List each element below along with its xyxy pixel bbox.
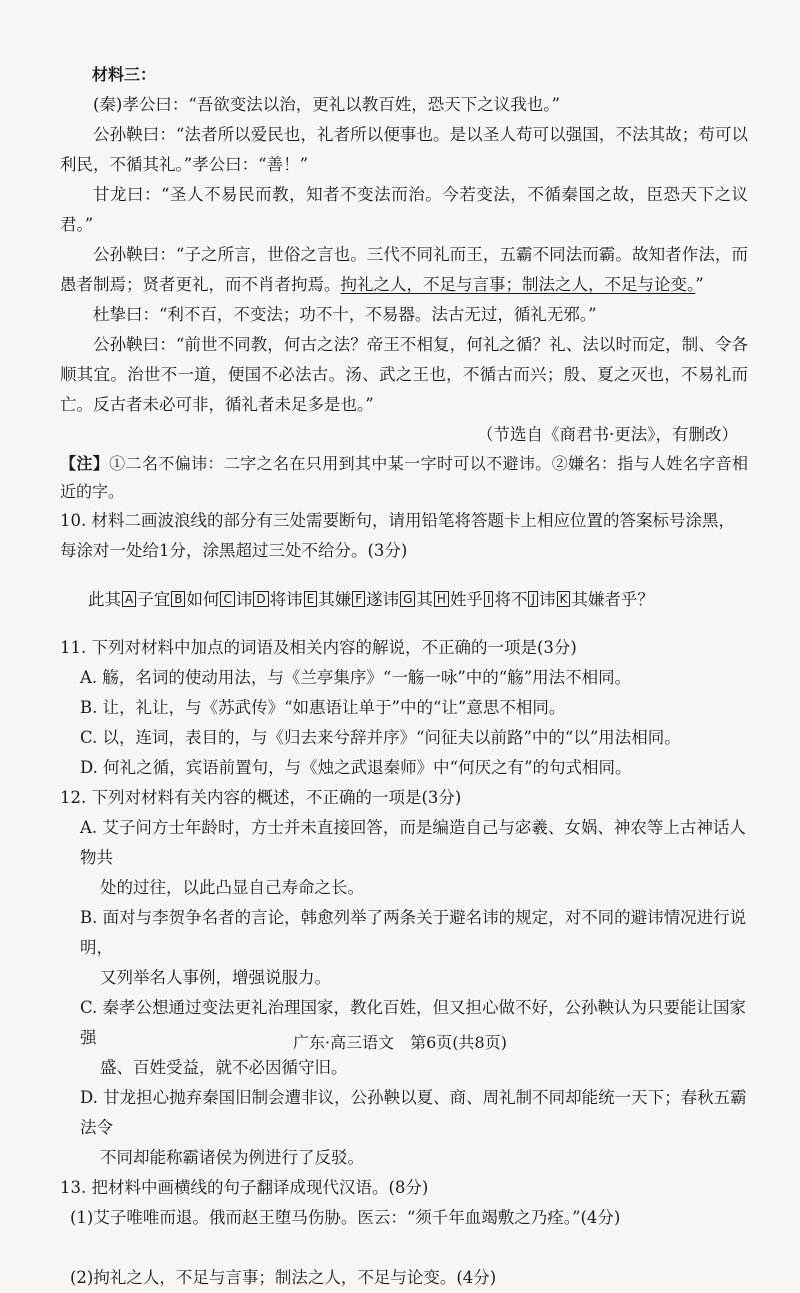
q10-seg: 此其 [88, 589, 121, 609]
q10-seg: 如何 [186, 589, 220, 609]
q10-stem: 10. 材料二画波浪线的部分有三处需要断句，请用铅笔将答题卡上相应位置的答案标号涂黑，每涂对一处给1分，涂黑超过三处不给分。(3分) [60, 511, 735, 560]
answer-space [60, 1233, 748, 1263]
material-line-4 [60, 240, 748, 300]
q12-option-a-line2: 处的过往，以此凸显自己寿命之长。 [100, 878, 364, 897]
q10-mark-i[interactable]: I [484, 591, 494, 607]
q13-item-1: (1)艾子唯唯而退。俄而赵王堕马伤胁。医云：“须千年血竭敷之乃痊。”(4分) [70, 1208, 621, 1227]
q10-seg: 其嫌 [318, 589, 352, 609]
q10-seg: 讳 [539, 589, 556, 609]
q10-seg: 姓乎 [449, 589, 483, 609]
q10-seg: 讳 [235, 589, 253, 609]
material-line-2: 公孙鞅曰：“法者所以爱民也，礼者所以便事也。是以圣人苟可以强国，不法其故；苟可以利民，不循其礼。”孝公曰：“善！” [60, 125, 748, 174]
q10-mark-a[interactable]: A [122, 591, 136, 607]
q12-option-b-line2: 又列举名人事例，增强说服力。 [100, 968, 331, 987]
q11-stem: 11. 下列对材料中加点的词语及相关内容的解说，不正确的一项是(3分) [60, 638, 577, 657]
q13-item-2: (2)拘礼之人，不足与言事；制法之人，不足与论变。(4分) [70, 1268, 497, 1287]
q11-option-a[interactable]: A. 觞，名词的使动用法，与《兰亭集序》“一觞一咏”中的“觞”用法不相同。 [80, 668, 632, 687]
annotation [60, 450, 748, 506]
source-citation: （节选自《商君书·更法》，有删改） [477, 425, 738, 444]
q12-option-c-line2: 盛、百姓受益，就不必因循守旧。 [100, 1058, 348, 1077]
q10-mark-f[interactable]: F [352, 591, 365, 607]
q10-mark-j[interactable]: J [528, 591, 538, 607]
q11-option-c[interactable]: C. 以，连词，表目的，与《归去来兮辞并序》“问征夫以前路”中的“以”用法相同。 [80, 728, 681, 747]
q10-seg: 遂讳 [366, 589, 400, 609]
q11-option-b[interactable]: B. 让，礼让，与《苏武传》“如惠语让单于”中的“让”意思不相同。 [80, 698, 566, 717]
q10-seg: 其 [416, 589, 433, 609]
q10-mark-h[interactable]: H [434, 591, 449, 607]
q11-option-d[interactable]: D. 何礼之循，宾语前置句，与《烛之武退秦师》中“何厌之有”的句式相同。 [80, 758, 632, 777]
q10-mark-g[interactable]: G [400, 591, 415, 607]
q10-mark-k[interactable]: K [557, 591, 571, 607]
q10-mark-c[interactable]: C [220, 591, 234, 607]
q10-sentence [60, 583, 748, 617]
q12-option-b-line1: B. 面对与李贺争名者的言论，韩愈列举了两条关于避名讳的规定，对不同的避讳情况进行说明， [80, 908, 747, 957]
material-line-1: (秦)孝公曰：“吾欲变法以治，更礼以教百姓，恐天下之议我也。” [93, 95, 560, 114]
note-text: ①二名不偏讳：二字之名在只用到其中某一字时可以不避讳。②嫌名：指与人姓名字音相近的字。 [60, 454, 748, 501]
page-footer: 广东·高三语文 第6页(共8页) [293, 1033, 507, 1052]
note-label: 【注】 [60, 454, 110, 473]
material-line-6: 公孙鞅曰：“前世不同教，何古之法？帝王不相复，何礼之循？礼、法以时而定，制、令各顺其宜。治世不一道，便国不必法古。汤、武之王也，不循古而兴；殷、夏之灭也，不易礼而亡。反古者未必可非，循礼者未足多是也。” [60, 335, 748, 414]
q10-seg: 其嫌者乎？ [571, 589, 654, 609]
material-line-4-before: 公孙鞅曰：“子之所言，世俗之言也。三代不同礼而王，五霸不同法而霸。故知者作法，而愚者制焉；贤者更礼，而不肖者拘焉。 [60, 245, 748, 294]
q13-stem: 13. 把材料中画横线的句子翻译成现代汉语。(8分) [60, 1178, 429, 1197]
q12-option-a[interactable] [60, 813, 748, 903]
q12-option-d[interactable] [60, 1083, 748, 1173]
q12-option-d-line2: 不同却能称霸诸侯为例进行了反驳。 [100, 1148, 364, 1167]
material-title: 材料三： [92, 65, 157, 84]
q12-option-d-line1: D. 甘龙担心抛弃秦国旧制会遭非议，公孙鞅以夏、商、周礼制不同却能统一天下；春秋五霸法令 [80, 1088, 747, 1137]
q10-seg: 子宜 [137, 589, 171, 609]
material-line-3: 甘龙曰：“圣人不易民而教，知者不变法而治。今若变法，不循秦国之故，臣恐天下之议君。” [60, 185, 748, 234]
q10-mark-e[interactable]: E [304, 591, 318, 607]
material-line-5: 杜挚曰：“利不百，不变法；功不十，不易器。法古无过，循礼无邪。” [93, 305, 597, 324]
q12-stem: 12. 下列对材料有关内容的概述，不正确的一项是(3分) [60, 788, 462, 807]
q12-option-c-line1: C. 秦孝公想通过变法更礼治理国家，教化百姓，但又担心做不好，公孙鞅认为只要能让国家强 [80, 998, 747, 1047]
q10-mark-d[interactable]: D [253, 591, 268, 607]
material-line-4-underlined: 拘礼之人，不足与言事；制法之人，不足与论变。 [340, 275, 696, 294]
material-line-4-after: ” [695, 275, 704, 294]
q12-option-a-line1: A. 艾子问方士年龄时，方士并未直接回答，而是编造自己与宓羲、女娲、神农等上古神话人物共 [80, 818, 746, 867]
q10-seg: 将不 [494, 589, 528, 609]
q10-seg: 将讳 [269, 589, 303, 609]
q12-option-b[interactable] [60, 903, 748, 993]
q10-mark-b[interactable]: B [171, 591, 185, 607]
